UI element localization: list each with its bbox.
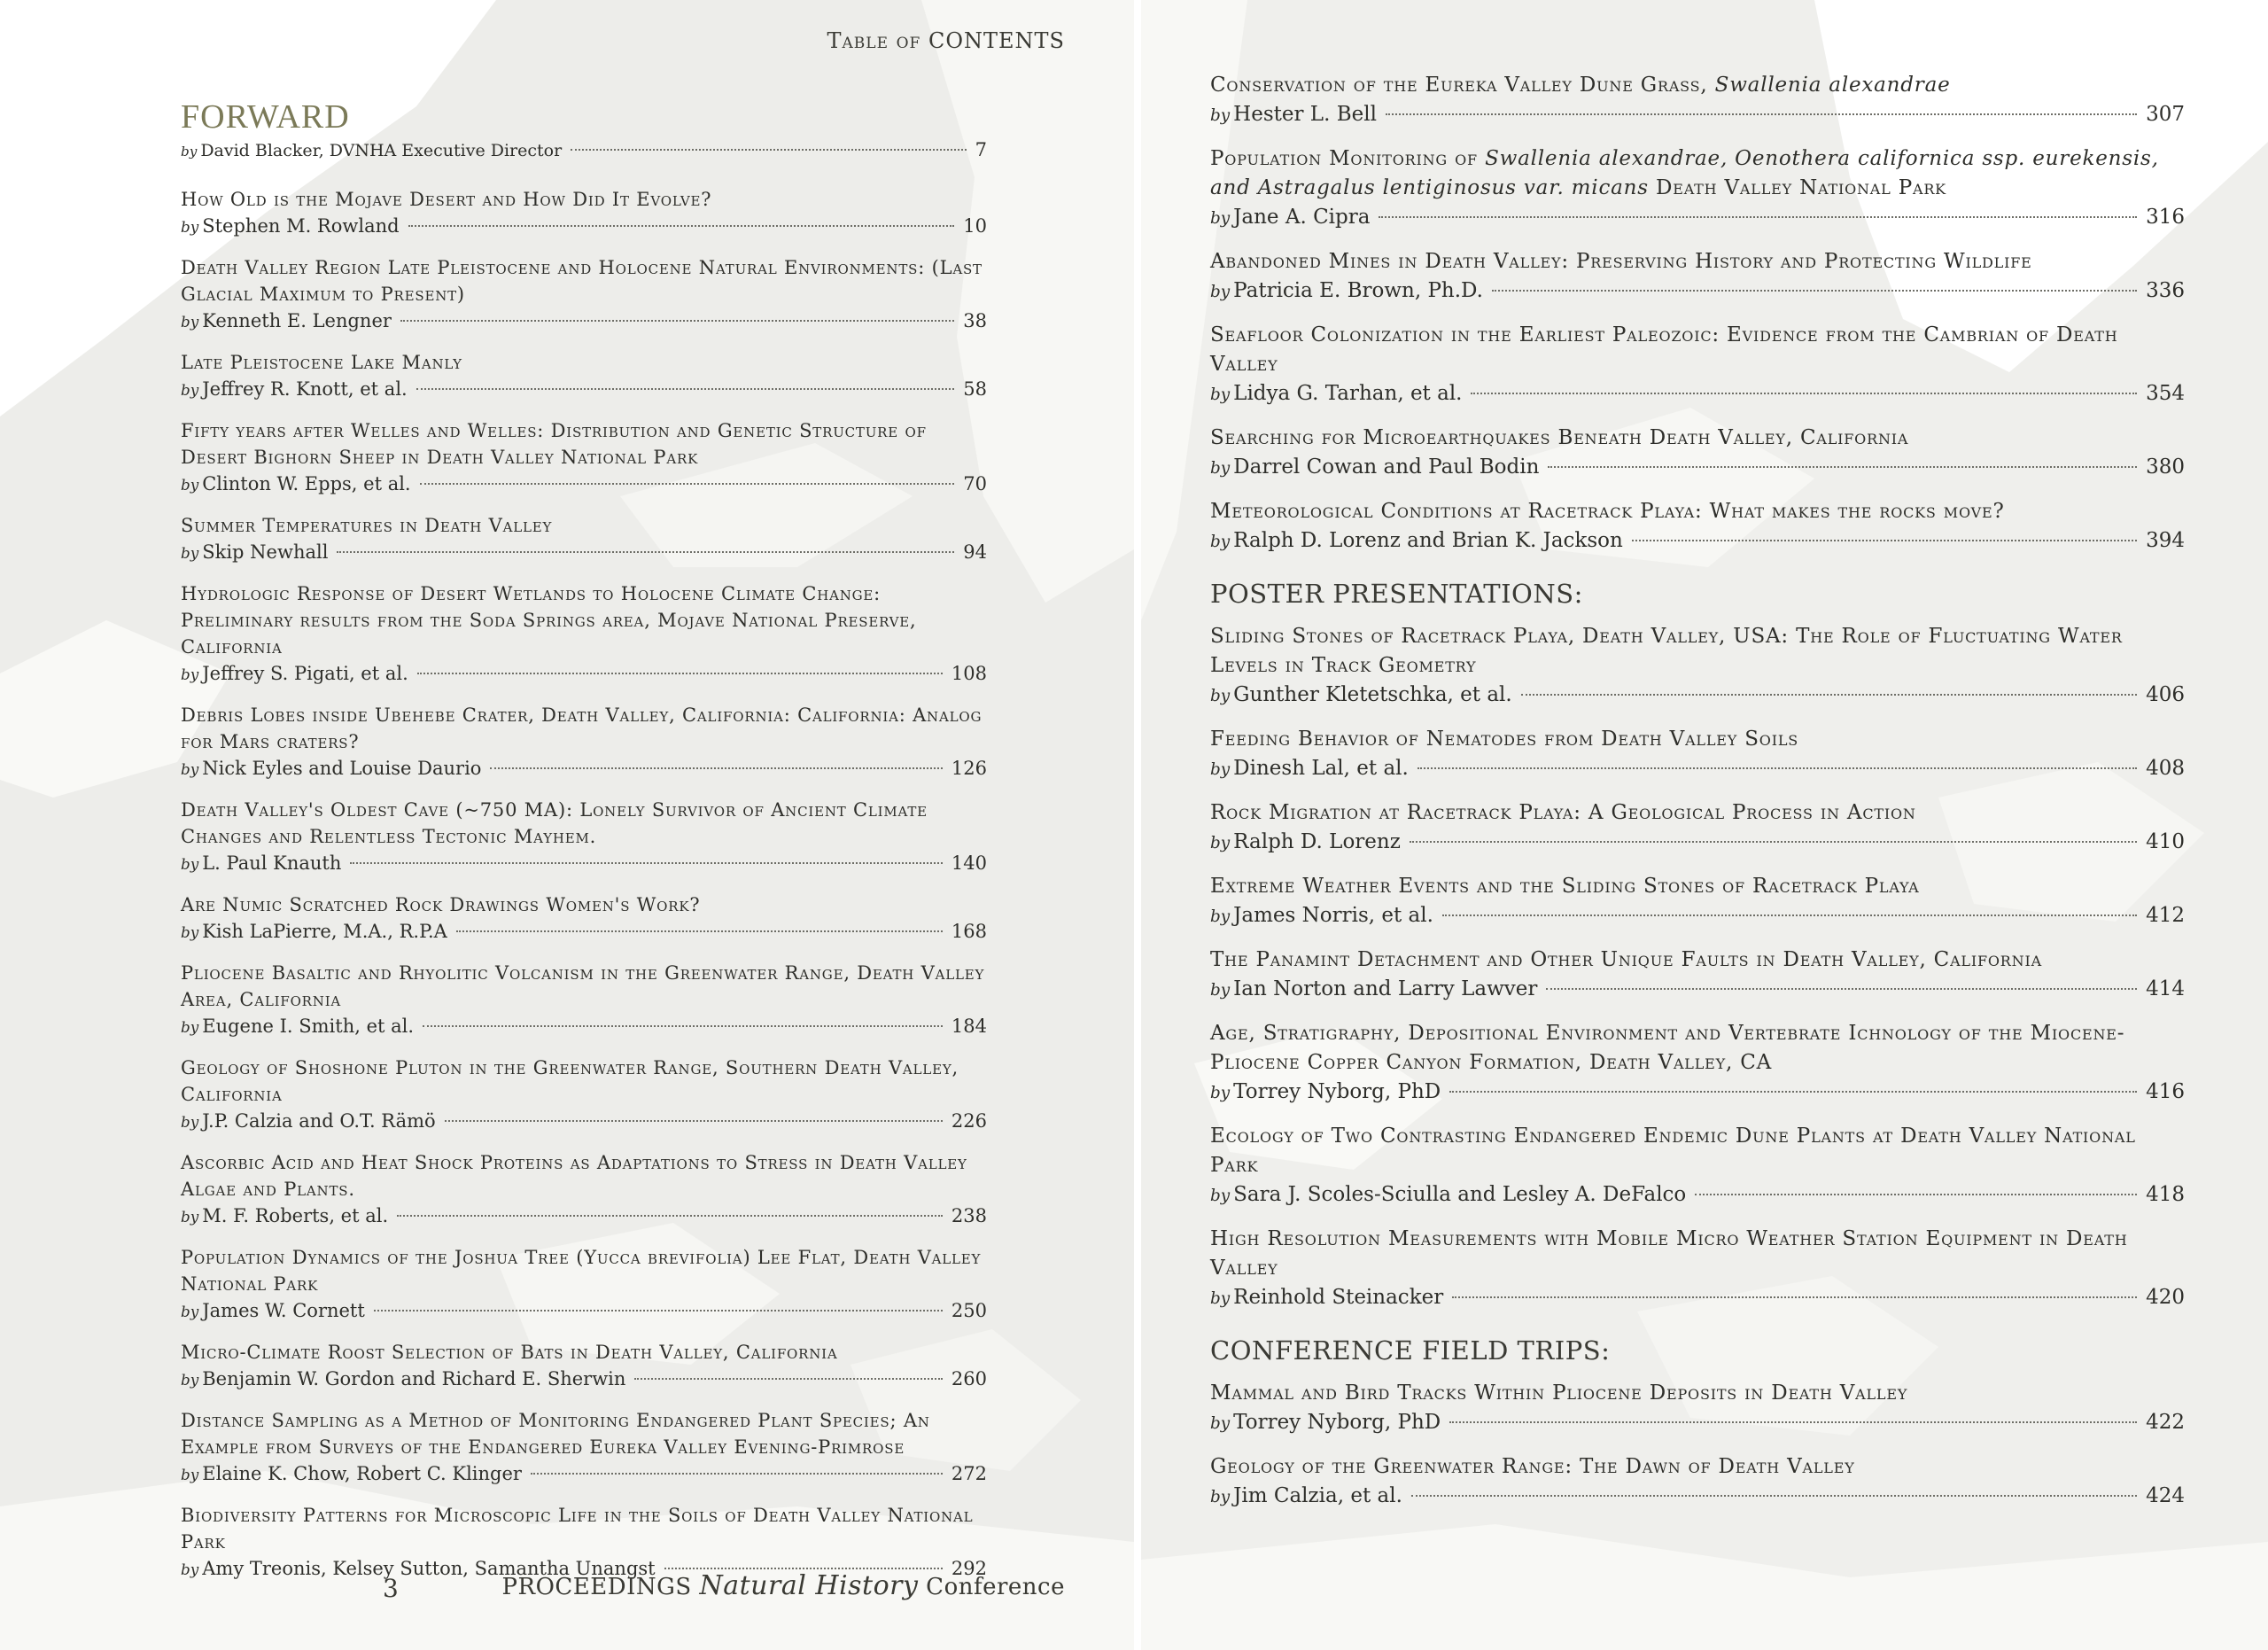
entry-title: Death Valley Region Late Pleistocene and Holocene Natural Environments: (Last Glacial Maximum to Present) bbox=[181, 257, 983, 305]
entry-author: J.P. Calzia and O.T. Rämö bbox=[202, 1110, 436, 1132]
entry-title: High Resolution Measurements with Mobile Micro Weather Station Equipment in Death Valley bbox=[1210, 1227, 2128, 1280]
entry-byline bbox=[1210, 901, 2185, 931]
entry-byline bbox=[181, 918, 987, 946]
by-prefix: by bbox=[1210, 1414, 1231, 1433]
toc-entry[interactable] bbox=[1210, 144, 2185, 233]
entry-byline bbox=[181, 755, 987, 782]
entry-page-number: 94 bbox=[963, 541, 987, 563]
entry-page-number: 408 bbox=[2146, 757, 2185, 780]
toc-entry[interactable] bbox=[1210, 71, 2185, 130]
toc-entry[interactable] bbox=[1210, 1019, 2185, 1108]
by-prefix: by bbox=[181, 544, 199, 562]
dot-leader bbox=[490, 767, 942, 769]
entry-page-number: 168 bbox=[951, 921, 987, 942]
entry-title: Distance Sampling as a Method of Monitoring Endangered Plant Species; An Example from Surveys of the Endangered Eureka Valley Evening-Primrose bbox=[181, 1410, 930, 1458]
entry-byline bbox=[181, 1366, 987, 1393]
by-prefix: by bbox=[181, 476, 199, 494]
entry-title: Late Pleistocene Lake Manly bbox=[181, 352, 462, 373]
entry-author: James W. Cornett bbox=[202, 1300, 365, 1321]
by-prefix: by bbox=[181, 1208, 199, 1226]
entry-page-number: 184 bbox=[951, 1016, 987, 1037]
entry-title: Debris Lobes inside Ubehebe Crater, Death Valley, California: California: Analog for Mars craters? bbox=[181, 704, 983, 752]
entry-page-number: 238 bbox=[951, 1205, 987, 1226]
entry-page-number: 394 bbox=[2146, 529, 2185, 552]
entry-page-number: 292 bbox=[951, 1558, 987, 1579]
toc-entry[interactable] bbox=[181, 349, 987, 403]
entry-author: Sara J. Scoles-Sciulla and Lesley A. DeFalco bbox=[1233, 1183, 1687, 1206]
dot-leader bbox=[1471, 393, 2137, 394]
dot-leader bbox=[1449, 1091, 2137, 1093]
by-prefix: by bbox=[181, 1560, 199, 1578]
toc-entry[interactable] bbox=[181, 1339, 987, 1393]
toc-entry[interactable] bbox=[181, 512, 987, 566]
toc-entry[interactable] bbox=[1210, 321, 2185, 409]
entry-byline bbox=[1210, 681, 2185, 711]
dot-leader bbox=[1379, 216, 2137, 218]
dot-leader bbox=[1695, 1194, 2137, 1195]
dot-leader bbox=[1418, 767, 2137, 769]
entry-byline bbox=[1210, 975, 2185, 1005]
entry-page-number: 58 bbox=[963, 378, 987, 400]
by-prefix: by bbox=[1210, 907, 1231, 926]
toc-entry[interactable] bbox=[181, 960, 987, 1040]
poster-presentations-heading: POSTER PRESENTATIONS: bbox=[1210, 579, 1583, 609]
footer-title-prefix: PROCEEDINGS bbox=[501, 1574, 700, 1600]
entry-author: Benjamin W. Gordon and Richard E. Sherwin bbox=[202, 1368, 626, 1389]
entry-byline bbox=[1210, 1408, 2185, 1438]
entry-page-number: 307 bbox=[2146, 103, 2185, 126]
entry-title: Geology of the Greenwater Range: The Dawn of Death Valley bbox=[1210, 1455, 1855, 1478]
entry-byline bbox=[1210, 828, 2185, 858]
right-page bbox=[1141, 0, 2268, 1650]
entry-page-number: 414 bbox=[2146, 977, 2185, 1000]
entry-author: Torrey Nyborg, PhD bbox=[1233, 1080, 1441, 1103]
entry-page-number: 126 bbox=[951, 758, 987, 779]
dot-leader bbox=[1521, 694, 2137, 696]
entry-page-number: 422 bbox=[2146, 1411, 2185, 1434]
toc-entry[interactable] bbox=[1210, 622, 2185, 711]
toc-entry[interactable] bbox=[181, 417, 987, 498]
forward-author: David Blacker, DVNHA Executive Director bbox=[200, 141, 563, 160]
by-prefix: by bbox=[181, 855, 199, 873]
entry-author: Jeffrey S. Pigati, et al. bbox=[202, 663, 408, 684]
entry-title: Extreme Weather Events and the Sliding Stones of Racetrack Playa bbox=[1210, 875, 1920, 898]
field-trips-heading: CONFERENCE FIELD TRIPS: bbox=[1210, 1335, 1611, 1366]
by-prefix: by bbox=[181, 1371, 199, 1389]
entry-title-part: Death Valley National Park bbox=[1648, 176, 1946, 199]
toc-entry[interactable] bbox=[1210, 725, 2185, 784]
dot-leader bbox=[400, 320, 954, 322]
entry-author: Ralph D. Lorenz and Brian K. Jackson bbox=[1233, 529, 1623, 552]
toc-entry[interactable] bbox=[181, 891, 987, 946]
footer-publication-title bbox=[0, 1570, 1065, 1601]
entry-title: The Panamint Detachment and Other Unique Faults in Death Valley, California bbox=[1210, 948, 2042, 971]
toc-entry[interactable] bbox=[181, 702, 987, 782]
by-prefix: by bbox=[181, 218, 199, 236]
dot-leader bbox=[374, 1310, 943, 1311]
entry-title bbox=[1210, 424, 2185, 453]
entry-byline bbox=[1210, 100, 2185, 130]
entry-byline bbox=[181, 539, 987, 566]
toc-entry[interactable] bbox=[181, 254, 987, 335]
entry-byline bbox=[1210, 453, 2185, 483]
entry-page-number: 260 bbox=[951, 1368, 987, 1389]
entry-title-part: Abandoned Mines in Death Valley: Preserving History and Protecting Wildlife bbox=[1210, 250, 2032, 273]
entry-author: Patricia E. Brown, Ph.D. bbox=[1233, 279, 1483, 302]
entry-byline bbox=[1210, 1283, 2185, 1313]
entry-byline bbox=[1210, 1180, 2185, 1210]
dot-leader bbox=[445, 1120, 943, 1122]
entry-page-number: 406 bbox=[2146, 683, 2185, 706]
entry-byline bbox=[181, 660, 987, 688]
entry-title-part: Seafloor Colonization in the Earliest Paleozoic: Evidence from the Cambrian of Death Valley bbox=[1210, 323, 2118, 376]
dot-leader bbox=[337, 551, 954, 553]
entry-author: Reinhold Steinacker bbox=[1233, 1286, 1444, 1309]
entry-title: Death Valley's Oldest Cave (~750 MA): Lonely Survivor of Ancient Climate Changes and Relentless Tectonic Mayhem. bbox=[181, 799, 928, 847]
by-prefix: by bbox=[1210, 283, 1231, 301]
entry-byline bbox=[1210, 203, 2185, 233]
entry-page-number: 418 bbox=[2146, 1183, 2185, 1206]
by-prefix: by bbox=[181, 665, 199, 683]
entry-title: Ecology of Two Contrasting Endangered Endemic Dune Plants at Death Valley National Park bbox=[1210, 1125, 2136, 1177]
entry-page-number: 412 bbox=[2146, 904, 2185, 927]
entry-page-number: 10 bbox=[963, 215, 987, 237]
entry-title: Ascorbic Acid and Heat Shock Proteins as Adaptations to Stress in Death Valley Algae and Plants. bbox=[181, 1152, 967, 1200]
forward-page-number: 7 bbox=[975, 139, 987, 160]
entry-page-number: 38 bbox=[963, 310, 987, 331]
dot-leader bbox=[397, 1215, 943, 1217]
dot-leader bbox=[1411, 1495, 2137, 1497]
entry-title: Fifty years after Welles and Welles: Distribution and Genetic Structure of Desert Bighorn Sheep in Death Valley National Park bbox=[181, 420, 927, 468]
toc-entry[interactable] bbox=[1210, 1379, 2185, 1438]
entry-title: Feeding Behavior of Nematodes from Death Valley Soils bbox=[1210, 728, 1799, 751]
entry-title bbox=[1210, 71, 2185, 100]
entry-author: M. F. Roberts, et al. bbox=[202, 1205, 389, 1226]
entry-byline bbox=[1210, 276, 2185, 307]
toc-entry[interactable] bbox=[181, 1055, 987, 1135]
toc-left-column bbox=[181, 96, 987, 1597]
by-prefix: by bbox=[1210, 385, 1231, 404]
toc-entry[interactable] bbox=[181, 1244, 987, 1325]
toc-entry[interactable] bbox=[1210, 946, 2185, 1005]
entry-author: Dinesh Lal, et al. bbox=[1233, 757, 1409, 780]
entry-title bbox=[1210, 144, 2185, 203]
entry-byline bbox=[181, 1297, 987, 1325]
by-prefix: by bbox=[181, 313, 199, 331]
entry-author: James Norris, et al. bbox=[1233, 904, 1433, 927]
entry-page-number: 380 bbox=[2146, 455, 2185, 479]
by-prefix: by bbox=[1210, 1289, 1231, 1308]
page-folio: 3 bbox=[383, 1574, 399, 1603]
by-prefix: by bbox=[1210, 106, 1231, 125]
by-prefix: by bbox=[181, 381, 199, 399]
entry-byline bbox=[181, 376, 987, 403]
by-prefix: by bbox=[1210, 209, 1231, 228]
toc-entry[interactable] bbox=[181, 797, 987, 877]
entry-title: Age, Stratigraphy, Depositional Environment and Vertebrate Ichnology of the Miocene-Pliocene Copper Canyon Formation, Death Valley, CA bbox=[1210, 1022, 2125, 1074]
toc-entry[interactable] bbox=[181, 186, 987, 240]
entry-title: Hydrologic Response of Desert Wetlands to Holocene Climate Change: Preliminary results from the Soda Springs area, Mojave National Preserve, California bbox=[181, 583, 917, 658]
toc-entry[interactable] bbox=[1210, 424, 2185, 483]
dot-leader bbox=[531, 1473, 943, 1475]
entry-author: Skip Newhall bbox=[202, 541, 329, 563]
entry-author: Stephen M. Rowland bbox=[202, 215, 400, 237]
dot-leader bbox=[1386, 113, 2137, 115]
entry-page-number: 416 bbox=[2146, 1080, 2185, 1103]
entry-byline bbox=[1210, 379, 2185, 409]
entry-page-number: 410 bbox=[2146, 830, 2185, 853]
dot-leader bbox=[1410, 841, 2137, 843]
entry-title-part: Conservation of the Eureka Valley Dune Grass, bbox=[1210, 74, 1715, 97]
toc-entry[interactable] bbox=[1210, 1122, 2185, 1210]
entry-author: Elaine K. Chow, Robert C. Klinger bbox=[202, 1463, 522, 1484]
entry-title: Pliocene Basaltic and Rhyolitic Volcanism in the Greenwater Range, Death Valley Area, California bbox=[181, 962, 985, 1010]
entry-byline bbox=[1210, 1482, 2185, 1512]
entry-byline bbox=[1210, 526, 2185, 556]
by-prefix: by bbox=[181, 1113, 199, 1131]
dot-leader bbox=[664, 1568, 943, 1569]
toc-right-column bbox=[1210, 71, 2185, 1526]
entry-byline bbox=[181, 1202, 987, 1230]
by-prefix: by bbox=[181, 760, 199, 778]
entry-title bbox=[1210, 247, 2185, 276]
entry-page-number: 424 bbox=[2146, 1484, 2185, 1507]
entry-title: Sliding Stones of Racetrack Playa, Death Valley, USA: The Role of Fluctuating Water Levels in Track Geometry bbox=[1210, 625, 2123, 677]
dot-leader bbox=[571, 149, 966, 151]
by-prefix: by bbox=[181, 144, 198, 160]
forward-byline bbox=[181, 138, 987, 163]
page-gutter bbox=[1134, 0, 1141, 1650]
by-prefix: by bbox=[181, 923, 199, 941]
dot-leader bbox=[420, 483, 955, 485]
dot-leader bbox=[416, 388, 955, 390]
entry-title: Mammal and Bird Tracks Within Pliocene Deposits in Death Valley bbox=[1210, 1381, 1908, 1405]
by-prefix: by bbox=[181, 1303, 199, 1320]
by-prefix: by bbox=[1210, 981, 1231, 1000]
entry-author: Lidya G. Tarhan, et al. bbox=[1233, 382, 1463, 405]
by-prefix: by bbox=[1210, 1187, 1231, 1205]
entry-title: Population Dynamics of the Joshua Tree (Yucca brevifolia) Lee Flat, Death Valley National Park bbox=[181, 1247, 982, 1295]
entry-author: Darrel Cowan and Paul Bodin bbox=[1233, 455, 1540, 479]
entry-byline bbox=[1210, 1078, 2185, 1108]
entry-title-species: Swallenia alexandrae, Oenothera californica ssp. eurekensis, and Astragalus lentiginosus var. micans bbox=[1210, 147, 2159, 199]
entry-byline bbox=[181, 213, 987, 240]
entry-author: Kish LaPierre, M.A., R.P.A bbox=[202, 921, 447, 942]
dot-leader bbox=[417, 673, 943, 674]
entry-byline bbox=[181, 1460, 987, 1488]
by-prefix: by bbox=[181, 1018, 199, 1036]
entry-title: How Old is the Mojave Desert and How Did It Evolve? bbox=[181, 189, 712, 210]
entry-author: Jim Calzia, et al. bbox=[1233, 1484, 1402, 1507]
dot-leader bbox=[1449, 1421, 2137, 1423]
entry-page-number: 336 bbox=[2146, 279, 2185, 302]
entry-author: L. Paul Knauth bbox=[202, 852, 342, 874]
entry-title-part: Searching for Microearthquakes Beneath Death Valley, California bbox=[1210, 426, 1909, 449]
entry-title: Biodiversity Patterns for Microscopic Life in the Soils of Death Valley National Park bbox=[181, 1505, 974, 1553]
entry-page-number: 108 bbox=[951, 663, 987, 684]
dot-leader bbox=[408, 225, 955, 227]
entry-author: Kenneth E. Lengner bbox=[202, 310, 392, 331]
dot-leader bbox=[350, 862, 943, 864]
entry-byline bbox=[181, 850, 987, 877]
by-prefix: by bbox=[1210, 834, 1231, 852]
entry-title: Micro-Climate Roost Selection of Bats in Death Valley, California bbox=[181, 1342, 838, 1363]
entry-page-number: 250 bbox=[951, 1300, 987, 1321]
entry-title bbox=[1210, 497, 2185, 526]
dot-leader bbox=[1546, 988, 2137, 990]
entry-title-species: Swallenia alexandrae bbox=[1714, 74, 1951, 97]
toc-entry[interactable] bbox=[1210, 1452, 2185, 1512]
entry-page-number: 140 bbox=[951, 852, 987, 874]
entry-page-number: 226 bbox=[951, 1110, 987, 1132]
by-prefix: by bbox=[1210, 687, 1231, 705]
entry-title: Summer Temperatures in Death Valley bbox=[181, 515, 553, 536]
entry-title: Rock Migration at Racetrack Playa: A Geological Process in Action bbox=[1210, 801, 1916, 824]
by-prefix: by bbox=[1210, 760, 1231, 779]
entry-author: Jeffrey R. Knott, et al. bbox=[202, 378, 408, 400]
dot-leader bbox=[423, 1025, 943, 1027]
entry-author: Amy Treonis, Kelsey Sutton, Samantha Unangst bbox=[202, 1558, 656, 1579]
entry-author: Clinton W. Epps, et al. bbox=[202, 473, 411, 494]
entry-byline bbox=[1210, 754, 2185, 784]
toc-entry[interactable] bbox=[1210, 872, 2185, 931]
entry-author: Eugene I. Smith, et al. bbox=[202, 1016, 415, 1037]
entry-title: Are Numic Scratched Rock Drawings Women's Work? bbox=[181, 894, 701, 915]
running-head: Table of CONTENTS bbox=[827, 28, 1065, 53]
dot-leader bbox=[1452, 1296, 2137, 1298]
entry-author: Hester L. Bell bbox=[1233, 103, 1377, 126]
toc-entry[interactable] bbox=[1210, 247, 2185, 307]
by-prefix: by bbox=[1210, 533, 1231, 551]
by-prefix: by bbox=[1210, 459, 1231, 478]
entry-byline bbox=[181, 1108, 987, 1135]
dot-leader bbox=[1442, 915, 2137, 916]
toc-entry[interactable] bbox=[1210, 497, 2185, 556]
toc-entry[interactable] bbox=[181, 1407, 987, 1488]
footer-title-italic: Natural History bbox=[699, 1570, 919, 1601]
entry-title bbox=[1210, 321, 2185, 379]
entry-author: Ian Norton and Larry Lawver bbox=[1233, 977, 1538, 1000]
entry-byline bbox=[181, 307, 987, 335]
entry-page-number: 420 bbox=[2146, 1286, 2185, 1309]
dot-leader bbox=[456, 930, 943, 932]
entry-title: Geology of Shoshone Pluton in the Greenwater Range, Southern Death Valley, California bbox=[181, 1057, 959, 1105]
by-prefix: by bbox=[181, 1466, 199, 1483]
dot-leader bbox=[1492, 290, 2137, 292]
toc-entry[interactable] bbox=[181, 580, 987, 688]
footer-title-suffix: Conference bbox=[918, 1574, 1065, 1600]
toc-entry[interactable] bbox=[1210, 798, 2185, 858]
entry-page-number: 272 bbox=[951, 1463, 987, 1484]
entry-page-number: 316 bbox=[2146, 206, 2185, 229]
entry-title-part: Meteorological Conditions at Racetrack Playa: What makes the rocks move? bbox=[1210, 500, 2005, 523]
dot-leader bbox=[1548, 466, 2137, 468]
by-prefix: by bbox=[1210, 1084, 1231, 1102]
dot-leader bbox=[634, 1378, 942, 1380]
entry-author: Nick Eyles and Louise Daurio bbox=[202, 758, 482, 779]
entry-author: Jane A. Cipra bbox=[1233, 206, 1371, 229]
dot-leader bbox=[1632, 540, 2137, 541]
entry-page-number: 354 bbox=[2146, 382, 2185, 405]
entry-byline bbox=[181, 471, 987, 498]
toc-entry[interactable] bbox=[1210, 1225, 2185, 1313]
entry-byline bbox=[181, 1013, 987, 1040]
entry-page-number: 70 bbox=[963, 473, 987, 494]
by-prefix: by bbox=[1210, 1488, 1231, 1506]
toc-entry[interactable] bbox=[181, 1149, 987, 1230]
forward-heading: FORWARD bbox=[181, 98, 350, 136]
entry-author: Ralph D. Lorenz bbox=[1233, 830, 1401, 853]
entry-title-part: Population Monitoring of bbox=[1210, 147, 1486, 170]
entry-author: Torrey Nyborg, PhD bbox=[1233, 1411, 1441, 1434]
entry-author: Gunther Kletetschka, et al. bbox=[1233, 683, 1512, 706]
